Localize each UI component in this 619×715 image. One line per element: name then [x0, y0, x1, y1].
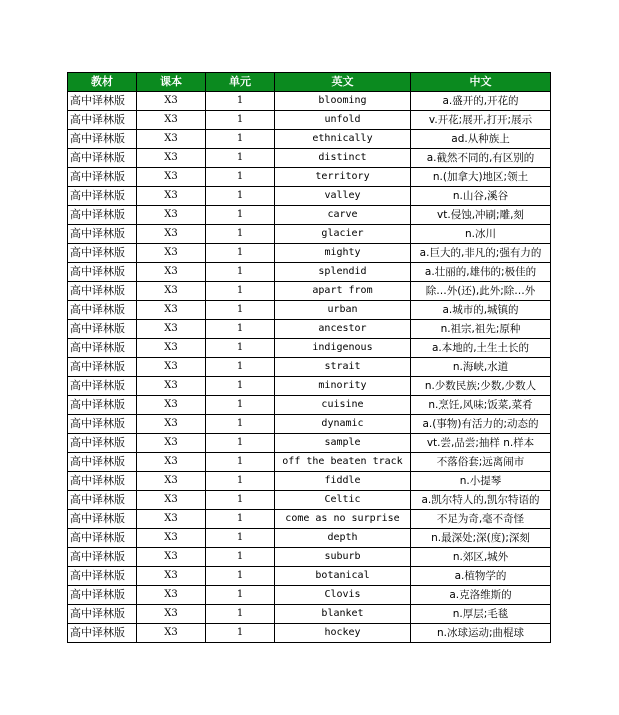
cell-chinese: n.海峡,水道	[411, 358, 551, 377]
cell-book: 高中译林版	[68, 396, 137, 415]
cell-english: unfold	[275, 111, 411, 130]
table-row	[68, 453, 551, 472]
table-row	[68, 301, 551, 320]
cell-volume: X3	[137, 377, 206, 396]
cell-book: 高中译林版	[68, 282, 137, 301]
cell-book: 高中译林版	[68, 510, 137, 529]
cell-unit: 1	[206, 282, 275, 301]
cell-unit: 1	[206, 263, 275, 282]
cell-volume: X3	[137, 263, 206, 282]
cell-volume: X3	[137, 605, 206, 624]
cell-chinese: a.(事物)有活力的;动态的	[411, 415, 551, 434]
table-row	[68, 510, 551, 529]
cell-unit: 1	[206, 605, 275, 624]
cell-english: suburb	[275, 548, 411, 567]
cell-unit: 1	[206, 624, 275, 643]
cell-volume: X3	[137, 358, 206, 377]
cell-unit: 1	[206, 244, 275, 263]
cell-unit: 1	[206, 130, 275, 149]
cell-english: botanical	[275, 567, 411, 586]
cell-volume: X3	[137, 567, 206, 586]
cell-book: 高中译林版	[68, 263, 137, 282]
table-row	[68, 586, 551, 605]
table-row	[68, 415, 551, 434]
cell-book: 高中译林版	[68, 168, 137, 187]
cell-volume: X3	[137, 206, 206, 225]
cell-volume: X3	[137, 529, 206, 548]
header-english: 英文	[275, 73, 411, 92]
cell-english: strait	[275, 358, 411, 377]
table-body	[68, 92, 551, 643]
table-row	[68, 434, 551, 453]
table-row	[68, 206, 551, 225]
cell-english: cuisine	[275, 396, 411, 415]
cell-english: glacier	[275, 225, 411, 244]
cell-book: 高中译林版	[68, 92, 137, 111]
cell-chinese: a.盛开的,开花的	[411, 92, 551, 111]
cell-unit: 1	[206, 301, 275, 320]
cell-volume: X3	[137, 244, 206, 263]
vocabulary-table	[67, 72, 551, 643]
header-row	[68, 73, 551, 92]
cell-volume: X3	[137, 624, 206, 643]
cell-volume: X3	[137, 453, 206, 472]
table-row	[68, 605, 551, 624]
table-row	[68, 168, 551, 187]
cell-unit: 1	[206, 206, 275, 225]
cell-unit: 1	[206, 415, 275, 434]
cell-unit: 1	[206, 586, 275, 605]
cell-book: 高中译林版	[68, 130, 137, 149]
cell-chinese: 除…外(还),此外;除…外	[411, 282, 551, 301]
cell-unit: 1	[206, 149, 275, 168]
cell-volume: X3	[137, 282, 206, 301]
cell-unit: 1	[206, 491, 275, 510]
cell-english: apart from	[275, 282, 411, 301]
cell-english: Celtic	[275, 491, 411, 510]
cell-volume: X3	[137, 415, 206, 434]
cell-book: 高中译林版	[68, 491, 137, 510]
cell-chinese: n.少数民族;少数,少数人	[411, 377, 551, 396]
table-row	[68, 130, 551, 149]
table-row	[68, 111, 551, 130]
cell-chinese: a.巨大的,非凡的;强有力的	[411, 244, 551, 263]
cell-english: blanket	[275, 605, 411, 624]
cell-volume: X3	[137, 301, 206, 320]
cell-book: 高中译林版	[68, 624, 137, 643]
table-row	[68, 320, 551, 339]
cell-book: 高中译林版	[68, 244, 137, 263]
cell-chinese: a.城市的,城镇的	[411, 301, 551, 320]
cell-chinese: a.凯尔特人的,凯尔特语的	[411, 491, 551, 510]
cell-volume: X3	[137, 491, 206, 510]
table-row	[68, 472, 551, 491]
cell-chinese: n.山谷,溪谷	[411, 187, 551, 206]
header-unit: 单元	[206, 73, 275, 92]
table-row	[68, 187, 551, 206]
cell-chinese: n.冰球运动;曲棍球	[411, 624, 551, 643]
table-row	[68, 377, 551, 396]
cell-book: 高中译林版	[68, 301, 137, 320]
cell-book: 高中译林版	[68, 225, 137, 244]
cell-book: 高中译林版	[68, 567, 137, 586]
cell-unit: 1	[206, 92, 275, 111]
cell-book: 高中译林版	[68, 320, 137, 339]
cell-english: urban	[275, 301, 411, 320]
cell-english: indigenous	[275, 339, 411, 358]
cell-chinese: 不足为奇,毫不奇怪	[411, 510, 551, 529]
cell-chinese: n.郊区,城外	[411, 548, 551, 567]
cell-chinese: n.厚层;毛毯	[411, 605, 551, 624]
cell-volume: X3	[137, 434, 206, 453]
cell-english: ethnically	[275, 130, 411, 149]
table-row	[68, 624, 551, 643]
header-book: 教材	[68, 73, 137, 92]
cell-chinese: a.克洛维斯的	[411, 586, 551, 605]
cell-volume: X3	[137, 111, 206, 130]
cell-english: mighty	[275, 244, 411, 263]
cell-chinese: 不落俗套;远离闹市	[411, 453, 551, 472]
cell-chinese: a.壮丽的,雄伟的;极佳的	[411, 263, 551, 282]
cell-volume: X3	[137, 396, 206, 415]
cell-chinese: vt.尝,品尝;抽样 n.样本	[411, 434, 551, 453]
cell-english: distinct	[275, 149, 411, 168]
header-volume: 课本	[137, 73, 206, 92]
cell-chinese: ad.从种族上	[411, 130, 551, 149]
cell-chinese: n.冰川	[411, 225, 551, 244]
cell-english: off the beaten track	[275, 453, 411, 472]
cell-book: 高中译林版	[68, 453, 137, 472]
cell-volume: X3	[137, 548, 206, 567]
cell-unit: 1	[206, 377, 275, 396]
cell-volume: X3	[137, 92, 206, 111]
cell-volume: X3	[137, 472, 206, 491]
cell-volume: X3	[137, 130, 206, 149]
cell-unit: 1	[206, 225, 275, 244]
cell-english: splendid	[275, 263, 411, 282]
header-chinese: 中文	[411, 73, 551, 92]
cell-english: sample	[275, 434, 411, 453]
cell-volume: X3	[137, 187, 206, 206]
table-row	[68, 358, 551, 377]
cell-volume: X3	[137, 168, 206, 187]
cell-book: 高中译林版	[68, 548, 137, 567]
cell-volume: X3	[137, 320, 206, 339]
cell-volume: X3	[137, 339, 206, 358]
cell-unit: 1	[206, 434, 275, 453]
cell-unit: 1	[206, 453, 275, 472]
cell-book: 高中译林版	[68, 358, 137, 377]
cell-chinese: a.本地的,土生土长的	[411, 339, 551, 358]
cell-chinese: n.祖宗,祖先;原种	[411, 320, 551, 339]
table-row	[68, 92, 551, 111]
table-row	[68, 529, 551, 548]
table-row	[68, 244, 551, 263]
cell-english: dynamic	[275, 415, 411, 434]
cell-english: depth	[275, 529, 411, 548]
cell-english: valley	[275, 187, 411, 206]
cell-unit: 1	[206, 320, 275, 339]
cell-book: 高中译林版	[68, 339, 137, 358]
cell-unit: 1	[206, 111, 275, 130]
table-row	[68, 282, 551, 301]
table-row	[68, 567, 551, 586]
cell-book: 高中译林版	[68, 149, 137, 168]
cell-chinese: a.截然不同的,有区别的	[411, 149, 551, 168]
cell-chinese: v.开花;展开,打开;展示	[411, 111, 551, 130]
cell-english: blooming	[275, 92, 411, 111]
cell-chinese: n.最深处;深(度);深刻	[411, 529, 551, 548]
cell-unit: 1	[206, 472, 275, 491]
cell-unit: 1	[206, 358, 275, 377]
cell-english: fiddle	[275, 472, 411, 491]
table-row	[68, 225, 551, 244]
cell-volume: X3	[137, 149, 206, 168]
cell-book: 高中译林版	[68, 111, 137, 130]
cell-book: 高中译林版	[68, 605, 137, 624]
cell-unit: 1	[206, 529, 275, 548]
table-row	[68, 263, 551, 282]
cell-english: ancestor	[275, 320, 411, 339]
cell-book: 高中译林版	[68, 529, 137, 548]
cell-volume: X3	[137, 510, 206, 529]
cell-unit: 1	[206, 567, 275, 586]
cell-unit: 1	[206, 339, 275, 358]
cell-english: come as no surprise	[275, 510, 411, 529]
cell-book: 高中译林版	[68, 434, 137, 453]
cell-book: 高中译林版	[68, 206, 137, 225]
table-row	[68, 548, 551, 567]
cell-english: hockey	[275, 624, 411, 643]
cell-english: minority	[275, 377, 411, 396]
table-row	[68, 149, 551, 168]
cell-book: 高中译林版	[68, 187, 137, 206]
cell-unit: 1	[206, 187, 275, 206]
cell-chinese: a.植物学的	[411, 567, 551, 586]
cell-unit: 1	[206, 168, 275, 187]
cell-unit: 1	[206, 396, 275, 415]
cell-unit: 1	[206, 548, 275, 567]
cell-chinese: n.(加拿大)地区;领土	[411, 168, 551, 187]
table-row	[68, 396, 551, 415]
cell-book: 高中译林版	[68, 472, 137, 491]
cell-chinese: vt.侵蚀,冲刷;雕,刻	[411, 206, 551, 225]
cell-chinese: n.烹饪,风味;饭菜,菜肴	[411, 396, 551, 415]
cell-english: Clovis	[275, 586, 411, 605]
cell-unit: 1	[206, 510, 275, 529]
cell-english: carve	[275, 206, 411, 225]
cell-volume: X3	[137, 225, 206, 244]
cell-english: territory	[275, 168, 411, 187]
cell-book: 高中译林版	[68, 586, 137, 605]
cell-book: 高中译林版	[68, 377, 137, 396]
cell-chinese: n.小提琴	[411, 472, 551, 491]
cell-book: 高中译林版	[68, 415, 137, 434]
table-row	[68, 339, 551, 358]
table-row	[68, 491, 551, 510]
cell-volume: X3	[137, 586, 206, 605]
